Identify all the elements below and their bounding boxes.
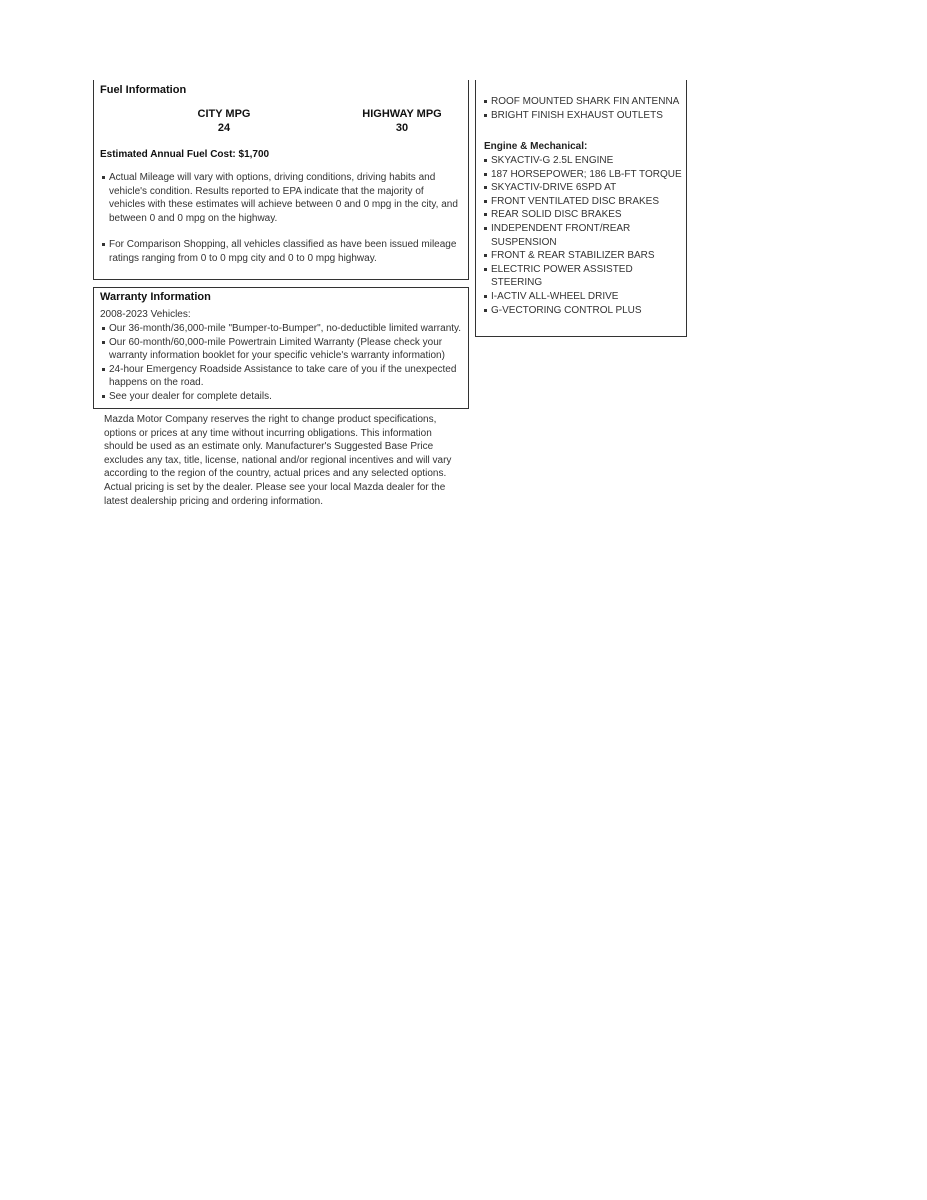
warranty-information-title: Warranty Information (100, 291, 211, 303)
warranty-item: Our 36-month/36,000-mile "Bumper-to-Bumper", no-deductible limited warranty. (100, 322, 466, 336)
feature-item: ELECTRIC POWER ASSISTED STEERING (482, 263, 682, 290)
disclaimer-text: Mazda Motor Company reserves the right to change product specifications, options or prices at any time without incurring obligations. This information should be used as an estimate only. Manufacturer's Suggested Base Price excludes any tax, title, license, national and/or regional incentives and will vary according to the region of the country, actual prices and any selected options. Actual pricing is set by the dealer. Please see your local Mazda dealer for the latest dealership pricing and ordering information. (104, 414, 452, 507)
city-mpg-label: CITY MPG (197, 108, 251, 120)
feature-item: INDEPENDENT FRONT/REAR SUSPENSION (482, 222, 682, 249)
annual-fuel-cost: Estimated Annual Fuel Cost: $1,700 (100, 149, 270, 160)
warranty-information-box (93, 287, 469, 409)
highway-mpg-label: HIGHWAY MPG (362, 108, 442, 120)
feature-item: I-ACTIV ALL-WHEEL DRIVE (482, 290, 682, 304)
engine-features-list (482, 154, 682, 317)
fuel-note: For Comparison Shopping, all vehicles classified as have been issued mileage ratings ranging from 0 to 0 mpg city and 0 to 0 mpg highway. (100, 238, 462, 265)
warranty-list (100, 322, 466, 404)
fuel-note: Actual Mileage will vary with options, driving conditions, driving habits and vehicle's condition. Results reported to EPA indicate that the majority of vehicles with these estimates will achieve between 0 and 0 mpg in the city, and between 0 and 0 mpg on the highway. (100, 171, 462, 225)
fuel-information-box (93, 80, 469, 280)
feature-item: FRONT & REAR STABILIZER BARS (482, 249, 682, 263)
feature-item: SKYACTIV-DRIVE 6SPD AT (482, 181, 682, 195)
highway-mpg-value: 30 (395, 122, 409, 134)
feature-item: SKYACTIV-G 2.5L ENGINE (482, 154, 682, 168)
warranty-item: See your dealer for complete details. (100, 390, 466, 404)
fuel-notes-list (100, 171, 462, 279)
warranty-subtitle: 2008-2023 Vehicles: (100, 309, 191, 320)
exterior-features-list (482, 95, 682, 122)
warranty-item: 24-hour Emergency Roadside Assistance to take care of you if the unexpected happens on the road. (100, 363, 466, 390)
feature-item: G-VECTORING CONTROL PLUS (482, 304, 682, 318)
feature-item: REAR SOLID DISC BRAKES (482, 208, 682, 222)
features-box (475, 80, 687, 337)
highway-mpg (352, 107, 452, 135)
city-mpg-value: 24 (217, 122, 231, 134)
city-mpg (174, 107, 274, 135)
feature-item: FRONT VENTILATED DISC BRAKES (482, 195, 682, 209)
feature-item: ROOF MOUNTED SHARK FIN ANTENNA (482, 95, 682, 109)
warranty-item: Our 60-month/60,000-mile Powertrain Limited Warranty (Please check your warranty information booklet for your specific vehicle's warranty information) (100, 336, 466, 363)
feature-item: 187 HORSEPOWER; 186 LB-FT TORQUE (482, 168, 682, 182)
engine-mechanical-heading: Engine & Mechanical: (484, 141, 588, 152)
fuel-information-title: Fuel Information (100, 84, 187, 96)
feature-item: BRIGHT FINISH EXHAUST OUTLETS (482, 109, 682, 123)
